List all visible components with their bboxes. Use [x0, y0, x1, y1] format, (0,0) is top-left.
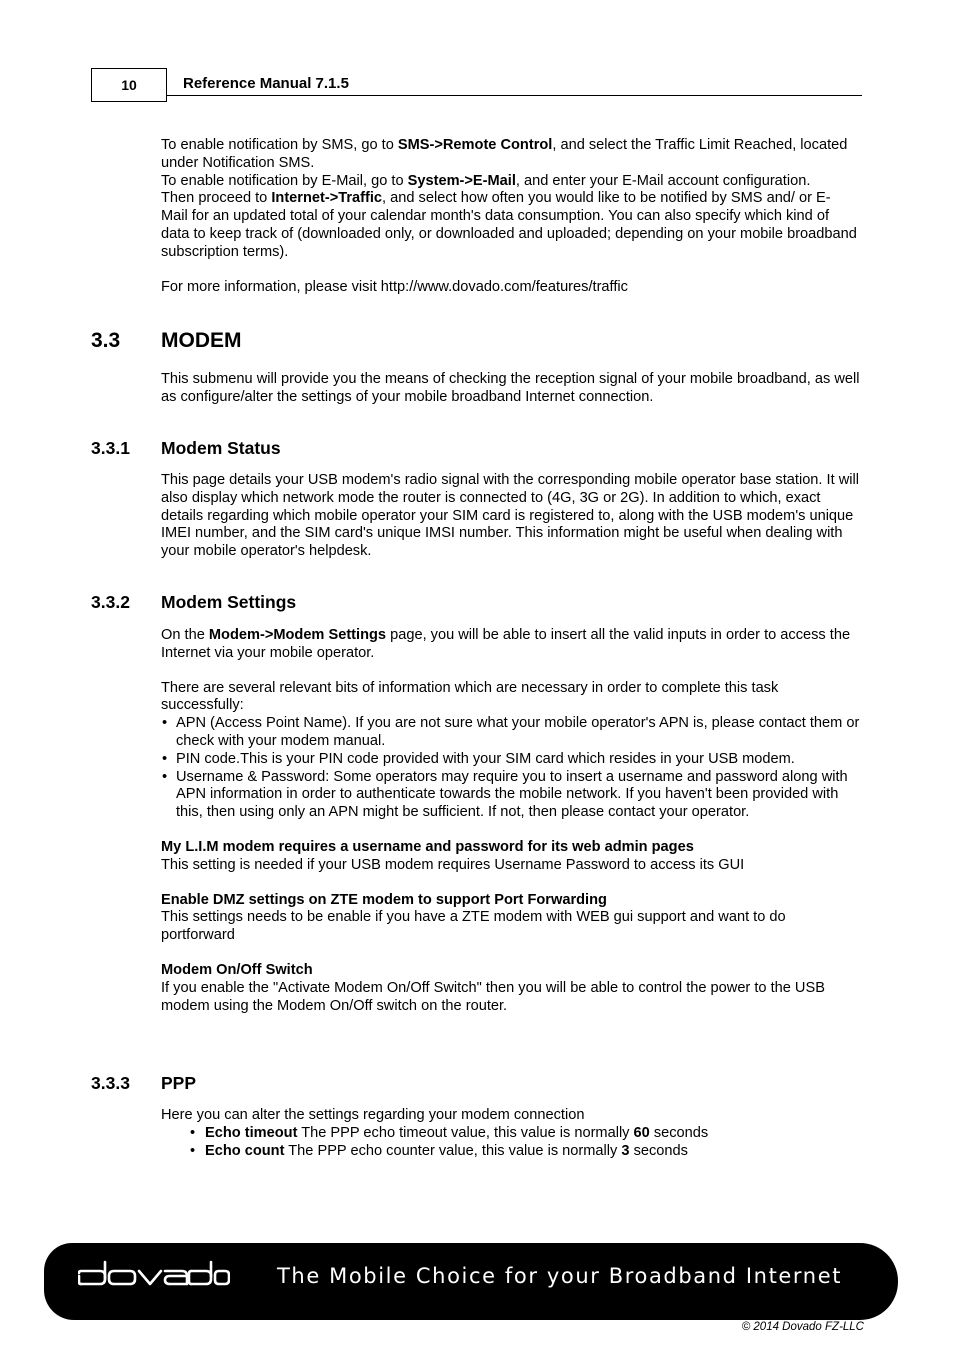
- section-title-modem: MODEM: [161, 329, 242, 352]
- section-title-modem-settings: Modem Settings: [161, 592, 297, 612]
- intro-email-paragraph: To enable notification by E-Mail, go to System->E-Mail, and enter your E-Mail account configuration.: [161, 172, 811, 189]
- modem-paragraph: This submenu will provide you the means of checking the reception signal of your mobile broadband, as well as configure/alter the settings of your mobile broadband Internet connection.: [161, 371, 860, 405]
- ppp-settings-list: [161, 1125, 861, 1161]
- section-modem-settings-text: [161, 627, 861, 1015]
- subheading-modem-switch: Modem On/Off Switch: [161, 961, 313, 978]
- section-number-3-3-3: 3.3.3: [91, 1073, 130, 1093]
- section-modem-status-text: [161, 472, 861, 561]
- copyright-notice: © 2014 Dovado FZ-LLC: [741, 1321, 864, 1333]
- modem-status-paragraph: This page details your USB modem's radio signal with the corresponding mobile operator base station. It will also display which network mode the router is connected to (4G, 3G or 2G). In addition to which, exact details regarding which mobile operator your SIM card is registered to, along with the USB modem's unique IMEI number, and the SIM card's unique IMSI number. This information might be useful when dealing with your mobile operator's helpdesk.: [161, 472, 859, 560]
- list-item-echo-timeout: • Echo timeout The PPP echo timeout value, this value is normally 60 seconds: [190, 1124, 709, 1141]
- section-number-3-3: 3.3: [91, 329, 121, 352]
- page-number-box: [91, 68, 167, 102]
- section-modem-text: [161, 371, 861, 407]
- section-number-3-3-1: 3.3.1: [91, 438, 130, 458]
- lim-modem-text: This setting is needed if your USB modem requires Username Password to access its GUI: [161, 856, 745, 873]
- dmz-zte-text: This settings needs to be enable if you have a ZTE modem with WEB gui support and want to do portforward: [161, 909, 786, 944]
- modem-switch-text: If you enable the "Activate Modem On/Off Switch" then you will be able to control the power to the USB modem using the Modem On/Off switch on the router.: [161, 979, 825, 1014]
- subheading-lim-modem: My L.I.M modem requires a username and password for its web admin pages: [161, 838, 694, 855]
- list-item: • PIN code.This is your PIN code provided with your SIM card which resides in your USB modem.: [161, 751, 861, 769]
- requirements-list: [161, 715, 861, 822]
- list-item: • Username & Password: Some operators may require you to insert a username and password along with APN information in order to authenticate towards the mobile network. If you haven't been provided with this, then using only an APN might be sufficient. If not, then please contact your operator.: [161, 769, 861, 822]
- document-title: Reference Manual 7.1.5: [183, 75, 349, 92]
- modem-settings-intro: On the Modem->Modem Settings page, you will be able to insert all the valid inputs in order to access the Internet via your mobile operator.: [161, 627, 851, 661]
- subheading-dmz-zte: Enable DMZ settings on ZTE modem to support Port Forwarding: [161, 891, 607, 908]
- section-title-ppp: PPP: [161, 1073, 197, 1093]
- section-title-modem-status: Modem Status: [161, 438, 281, 458]
- page-number: 10: [121, 77, 137, 93]
- ppp-intro: Here you can alter the settings regarding your modem connection: [161, 1107, 585, 1123]
- footer-tagline: The Mobile Choice for your Broadband Internet: [277, 1264, 843, 1288]
- dovado-logo-icon: [78, 1256, 230, 1298]
- section-ppp-text: [161, 1107, 861, 1160]
- list-item: • APN (Access Point Name). If you are not sure what your mobile operator's APN is, please contact them or check with your modem manual.: [161, 715, 861, 751]
- list-item-echo-count: • Echo count The PPP echo counter value, this value is normally 3 seconds: [190, 1142, 688, 1159]
- modem-settings-requirements: There are several relevant bits of information which are necessary in order to complete this task successfully:: [161, 679, 779, 714]
- intro-more-info: For more information, please visit http://www.dovado.com/features/traffic: [161, 278, 628, 295]
- intro-section: [161, 137, 861, 296]
- header-rule: [167, 95, 862, 96]
- intro-sms-paragraph: To enable notification by SMS, go to SMS->Remote Control, and select the Traffic Limit Reached, located under Notification SMS.: [161, 137, 848, 171]
- section-number-3-3-2: 3.3.2: [91, 592, 130, 612]
- intro-traffic-paragraph: Then proceed to Internet->Traffic, and select how often you would like to be notified by SMS and/ or E- Mail for an updated total of your calendar month's data consumption. You can also specify which kind of data to keep track of (downloaded only, or downloaded and uploaded; depending on your mobile broadband subscription terms).: [161, 190, 857, 260]
